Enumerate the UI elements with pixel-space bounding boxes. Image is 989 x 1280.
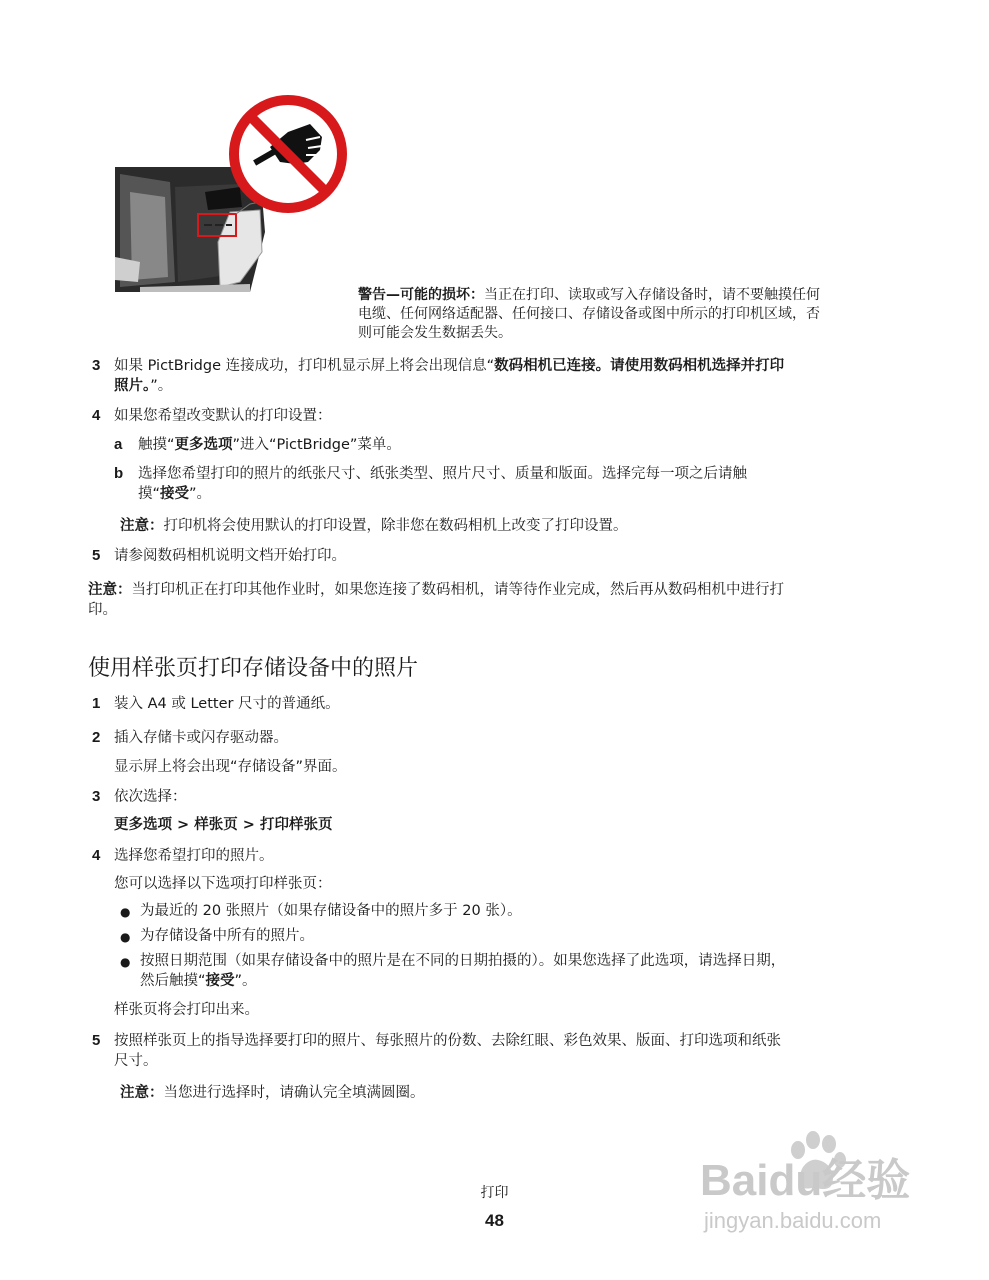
step-number: 5	[92, 1032, 101, 1049]
bullet-text-line2	[140, 970, 257, 992]
substep-letter: a	[114, 436, 123, 453]
general-note	[88, 579, 784, 601]
substep-bold: 接受	[160, 486, 190, 502]
warning-line1: 当正在打印、读取或写入存储设备时，请不要触摸任何	[484, 287, 820, 303]
step-subtext: 您可以选择以下选项打印样张页：	[114, 876, 332, 892]
note-text: 打印机将会使用默认的打印设置，除非您在数码相机上改变了打印设置。	[163, 518, 628, 534]
step-text-line2	[114, 375, 172, 397]
note-label: 注意：	[120, 518, 164, 534]
page-number: 48	[485, 1211, 504, 1230]
bullet-part: ”。	[234, 973, 257, 989]
bullet-bold: 接受	[205, 973, 235, 989]
substep-part: 触摸“	[138, 437, 175, 453]
warning-line2: 电缆、任何网络适配器、任何接口、存储设备或图中所示的打印机区域，否	[358, 306, 820, 322]
note	[120, 515, 628, 537]
step-text: 装入 A4 或 Letter 尺寸的普通纸。	[114, 696, 340, 712]
note-label: 注意：	[120, 1085, 164, 1101]
substep-letter: b	[114, 465, 124, 482]
substep-text: 选择您希望打印的照片的纸张尺寸、纸张类型、照片尺寸、质量和版面。选择完每一项之后请触	[138, 466, 747, 482]
step-text	[114, 355, 914, 377]
note-text: 当打印机正在打印其他作业时，如果您连接了数码相机，请等待作业完成，然后再从数码相机中进行打	[131, 582, 784, 598]
substep-part: ”进入“PictBridge”菜单。	[232, 437, 401, 453]
substep-text-line2	[138, 483, 211, 505]
step-number: 4	[92, 847, 101, 864]
bullet-icon: ●	[120, 905, 131, 919]
step-number: 3	[92, 788, 101, 805]
step-text-part: ”。	[150, 378, 173, 394]
step-text-part: 如果 PictBridge 连接成功，打印机显示屏上将会出现信息“	[114, 358, 495, 374]
no-touch-icon	[234, 100, 342, 208]
substep-part: 摸“	[138, 486, 161, 502]
substep-part: ”。	[189, 486, 212, 502]
step-text: 依次选择：	[114, 789, 187, 805]
bullet-icon: ●	[120, 930, 131, 944]
footer-section-label: 打印	[480, 1185, 509, 1201]
step-text: 如果您希望改变默认的打印设置：	[114, 408, 332, 424]
step-after-text: 样张页将会打印出来。	[114, 1002, 259, 1018]
step-number: 5	[92, 547, 101, 564]
step-text-bold: 数码相机已连接。请使用数码相机选择并打印	[494, 358, 785, 374]
step-text-bold: 照片。	[114, 378, 151, 394]
bullet-text: 为存储设备中所有的照片。	[140, 928, 314, 944]
step-text: 选择您希望打印的照片。	[114, 848, 274, 864]
warning-label: 警告—可能的损坏：	[358, 287, 484, 303]
step-number: 1	[92, 695, 101, 712]
note	[120, 1082, 425, 1104]
printer-warning-illustration	[110, 92, 355, 292]
step-number: 2	[92, 729, 101, 746]
bullet-icon: ●	[120, 955, 131, 969]
step-text: 插入存储卡或闪存驱动器。	[114, 730, 288, 746]
watermark-brand: Baidu经验	[700, 1156, 911, 1205]
substep-text	[138, 434, 401, 456]
general-note-line2: 印。	[88, 602, 117, 618]
step-number: 3	[92, 357, 101, 374]
step-text: 请参阅数码相机说明文档开始打印。	[114, 548, 346, 564]
substep-bold: 更多选项	[174, 437, 233, 453]
note-label: 注意：	[88, 582, 132, 598]
step-text: 按照样张页上的指导选择要打印的照片、每张照片的份数、去除红眼、彩色效果、版面、打印选项和纸张	[114, 1033, 781, 1049]
warning-line3: 则可能会发生数据丢失。	[358, 325, 512, 341]
step-subtext: 显示屏上将会出现“存储设备”界面。	[114, 759, 347, 775]
step-number: 4	[92, 407, 101, 424]
bullet-text: 为最近的 20 张照片（如果存储设备中的照片多于 20 张）。	[140, 903, 522, 919]
watermark-url: jingyan.baidu.com	[704, 1208, 882, 1233]
note-text: 当您进行选择时，请确认完全填满圆圈。	[163, 1085, 425, 1101]
bullet-text: 按照日期范围（如果存储设备中的照片是在不同的日期拍摄的）。如果您选择了此选项，请选择日期，	[140, 953, 786, 969]
menu-path: 更多选项 > 样张页 > 打印样张页	[114, 817, 333, 833]
bullet-part: 然后触摸“	[140, 973, 206, 989]
section-heading: 使用样张页打印存储设备中的照片	[88, 656, 419, 681]
step-text-line2: 尺寸。	[114, 1053, 158, 1069]
